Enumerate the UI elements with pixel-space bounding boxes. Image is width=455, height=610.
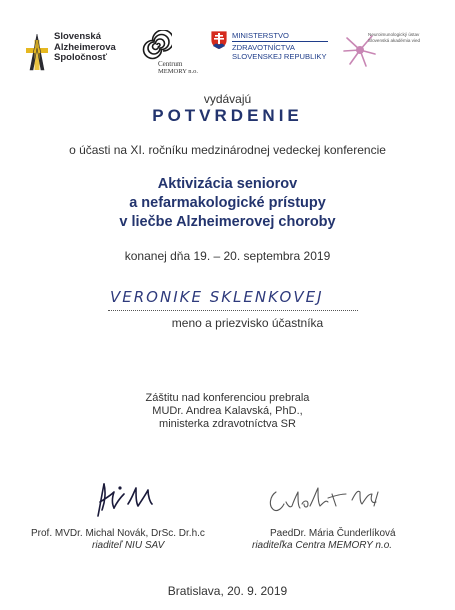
sas-logo-line: Alzheimerova (54, 41, 116, 53)
memory-logo-line2: MEMORY n.o. (158, 68, 199, 75)
name-dotted-line (108, 310, 358, 311)
patronage-line: MUDr. Andrea Kalavská, PhD., (152, 405, 303, 417)
signature-left (88, 478, 160, 520)
neuro-logo-line: Slovenská akadémia vied (368, 37, 421, 43)
sas-logo-line: Slovenská (54, 31, 101, 42)
signatory-left-role: riaditeľ NIU SAV (92, 540, 165, 551)
place-and-date: Bratislava, 20. 9. 2019 (167, 584, 288, 598)
participation-text: o účasti na XI. ročníku medzinárodnej vedeckej konferencie (69, 143, 386, 157)
memory-logo-line1: Centrum (158, 60, 183, 68)
ministry-logo (210, 30, 330, 70)
signature-right (262, 480, 392, 520)
ministry-logo-line: ZDRAVOTNÍCTVA (232, 42, 295, 52)
conference-title-line: Aktivizácia seniorov (157, 176, 298, 192)
sas-logo (24, 28, 129, 78)
spiral-icon (142, 30, 172, 60)
ministry-logo-line: SLOVENSKEJ REPUBLIKY (232, 52, 327, 61)
sas-emblem-icon (24, 30, 50, 74)
neuro-institute-logo (332, 28, 448, 72)
issued-by-text: vydávajú (203, 92, 252, 106)
signatory-right-name: PaedDr. Mária Čunderlíková (270, 528, 396, 539)
patronage-line: Záštitu nad konferenciou prebrala (145, 392, 310, 404)
conference-dates: konanej dňa 19. – 20. septembra 2019 (124, 249, 331, 263)
slovak-coat-of-arms-icon (210, 30, 228, 50)
name-caption: meno a priezvisko účastníka (171, 316, 324, 330)
conference-title-line: a nefarmakologické prístupy (129, 195, 326, 211)
patronage-line: ministerka zdravotníctva SR (159, 418, 296, 430)
signatory-right-role: riaditeľka Centra MEMORY n.o. (252, 540, 393, 551)
signatory-left-name: Prof. MVDr. Michal Novák, DrSc. Dr.h.c (31, 528, 205, 539)
ministry-logo-rule (232, 41, 328, 42)
participant-name: VERONIKE SKLENKOVEJ (110, 288, 324, 306)
ministry-logo-line: MINISTERSTVO (232, 31, 289, 40)
document-title: POTVRDENIE (152, 106, 303, 125)
memory-logo (130, 30, 208, 80)
sas-logo-line: Spoločnosť (54, 52, 108, 63)
conference-title-line: v liečbe Alzheimerovej choroby (119, 214, 336, 230)
neuro-logo-line: Neuroimunologický ústav (368, 32, 420, 37)
